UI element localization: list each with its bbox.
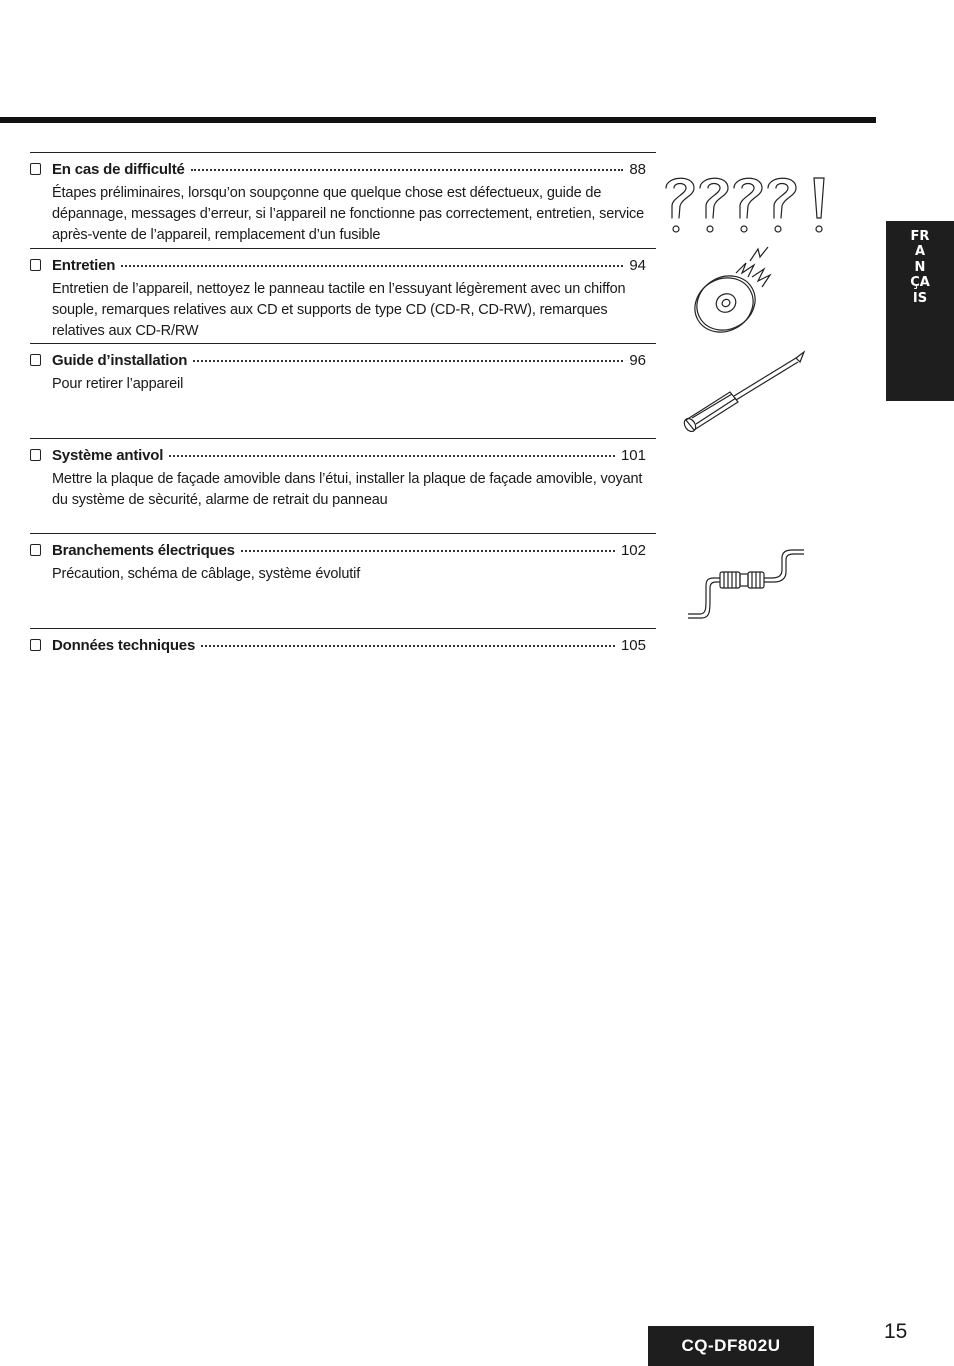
entry-heading: [30, 542, 646, 562]
entry-title: Branchements électriques: [52, 542, 235, 559]
dot-leader: [193, 360, 623, 362]
entry-title: Guide d’installation: [52, 352, 188, 369]
separator: [30, 438, 656, 439]
dot-leader: [121, 265, 623, 267]
entry-description: Pour retirer l’appareil: [52, 376, 184, 392]
entry-heading: [30, 447, 646, 467]
checkbox-icon: [30, 639, 41, 651]
entry-description: Entretien de l’appareil, nettoyez le panneau tactile en l’essuyant légèrement avec un chiffon souple, remarques relatives aux CD et supports de type CD (CD-R, CD-RW), remarques relatives aux CD-R/RW: [52, 281, 626, 339]
entry-page: 101: [620, 447, 646, 464]
dot-leader: [169, 455, 615, 457]
entry-page: 105: [620, 637, 646, 654]
entry-heading: [30, 161, 646, 181]
model-badge: [648, 1326, 814, 1366]
entry-page: 94: [629, 257, 646, 274]
separator: [30, 152, 656, 153]
checkbox-icon: [30, 449, 41, 461]
checkbox-icon: [30, 259, 41, 271]
entry-description: Étapes préliminaires, lorsqu’on soupçonne que quelque chose est défectueux, guide de dépannage, messages d’erreur, si l’appareil ne fonctionne pas correctement, entretien, service après-vente de l’appareil, remplacement d’un fusible: [52, 185, 645, 243]
entry-title: Données techniques: [52, 637, 196, 654]
checkbox-icon: [30, 544, 41, 556]
entry-description: Mettre la plaque de façade amovible dans l’étui, installer la plaque de façade amovible, voyant du système de sècurité, alarme de retrait du panneau: [52, 471, 643, 508]
dot-leader: [201, 645, 615, 647]
separator: [30, 343, 656, 344]
entry-title: En cas de difficulté: [52, 161, 185, 178]
entry-heading: [30, 257, 646, 277]
separator: [30, 628, 656, 629]
entry-heading: [30, 637, 646, 657]
entry-title: Système antivol: [52, 447, 164, 464]
screwdriver-icon: [678, 348, 808, 432]
checkbox-icon: [30, 354, 41, 366]
top-rule: [0, 117, 876, 123]
cd-disc-icon: [690, 243, 782, 341]
entry-heading: [30, 352, 646, 372]
dot-leader: [191, 169, 624, 171]
entry-page: 96: [629, 352, 646, 369]
entry-description: Précaution, schéma de câblage, système évolutif: [52, 566, 361, 582]
checkbox-icon: [30, 163, 41, 175]
entry-page: 102: [620, 542, 646, 559]
separator: [30, 533, 656, 534]
page-number: 15: [884, 1320, 908, 1343]
language-tab: [886, 221, 954, 401]
entry-page: 88: [629, 161, 646, 178]
entry-title: Entretien: [52, 257, 116, 274]
cable-connector-icon: [686, 548, 808, 620]
model-name: CQ-DF802U: [681, 1336, 781, 1355]
separator: [30, 248, 656, 249]
question-marks-icon: [660, 170, 836, 236]
language-tab-label: FRANÇAIS: [910, 229, 930, 306]
dot-leader: [241, 550, 615, 552]
